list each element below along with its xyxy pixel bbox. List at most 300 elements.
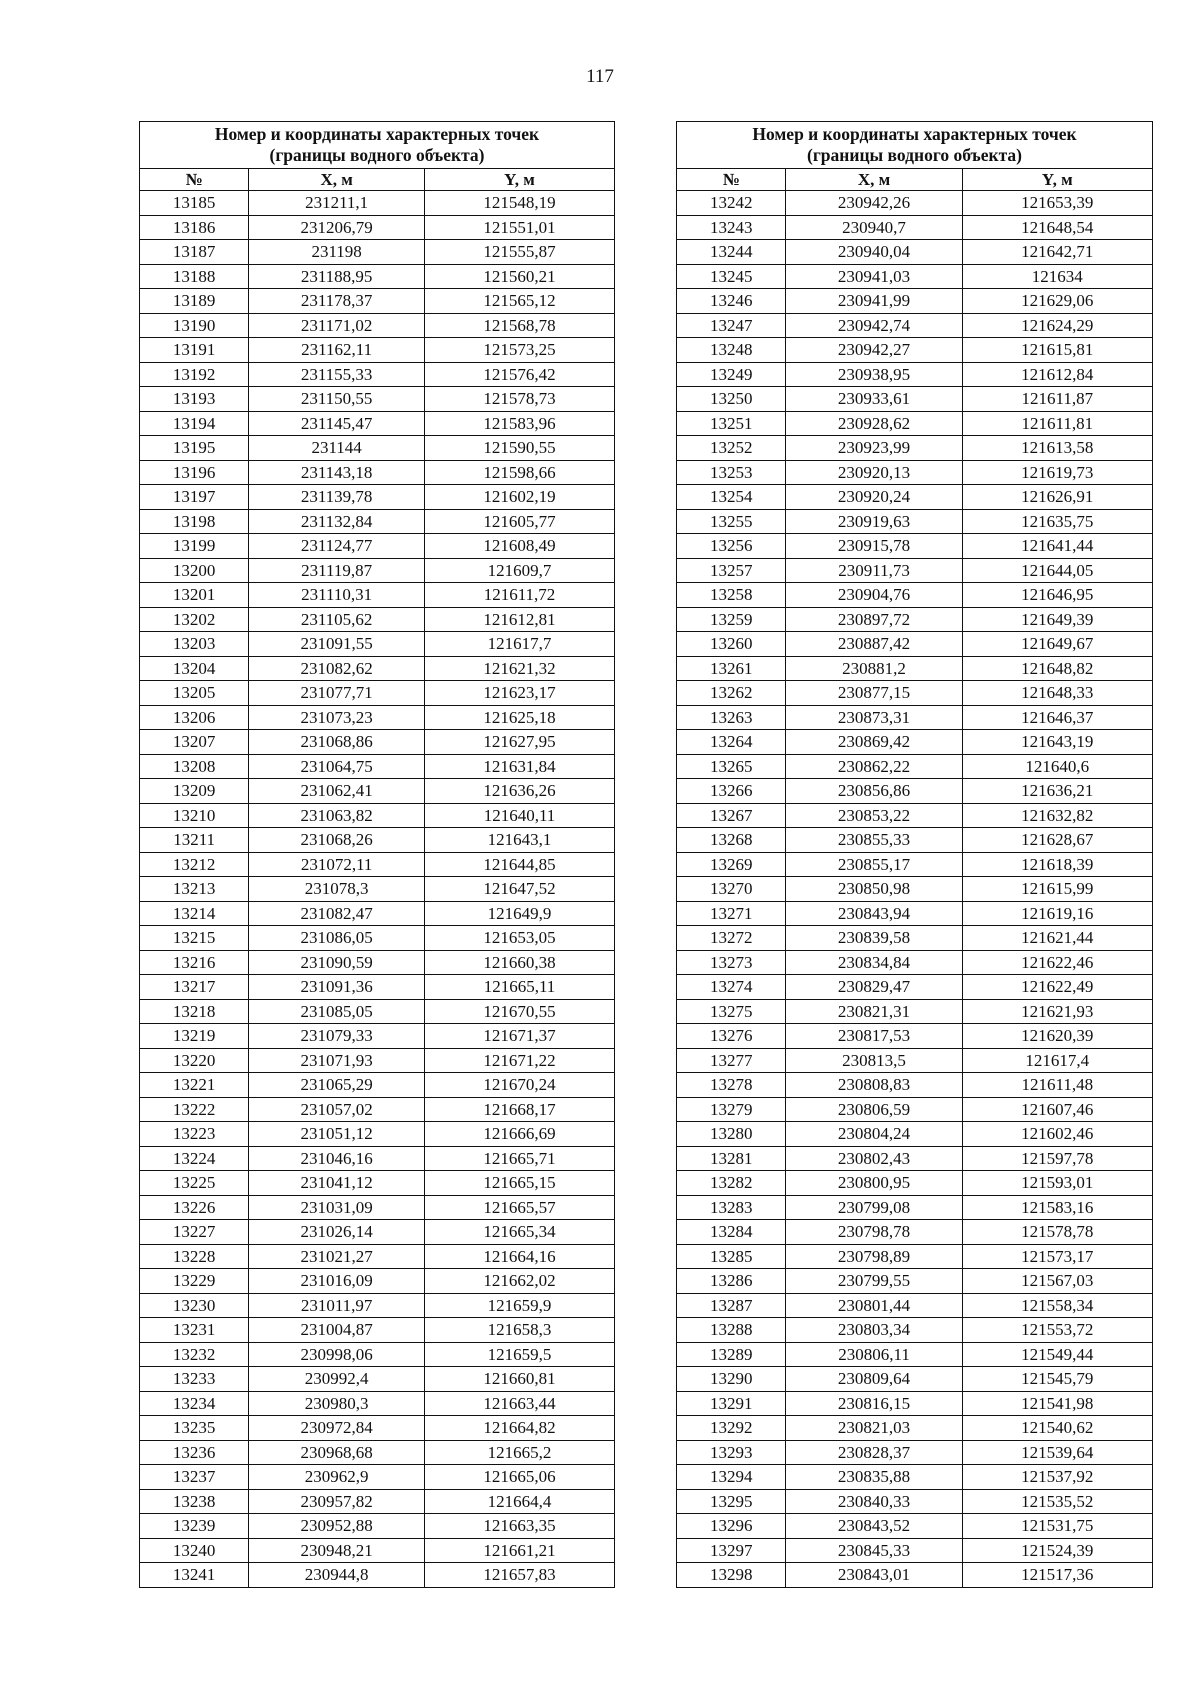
x-coordinate-cell: 231004,87 [249,1318,425,1343]
x-coordinate-cell: 230942,26 [786,191,962,216]
table-row [140,1318,615,1343]
x-coordinate-cell: 230941,03 [786,264,962,289]
point-number-cell: 13197 [140,485,249,510]
y-coordinate-cell: 121631,84 [425,754,615,779]
x-coordinate-cell: 230802,43 [786,1146,962,1171]
x-coordinate-cell: 231064,75 [249,754,425,779]
table-row [677,460,1153,485]
x-coordinate-cell: 231139,78 [249,485,425,510]
point-number-cell: 13249 [677,362,786,387]
point-number-cell: 13199 [140,534,249,559]
y-coordinate-cell: 121649,9 [425,901,615,926]
point-number-cell: 13282 [677,1171,786,1196]
point-number-cell: 13201 [140,583,249,608]
x-coordinate-cell: 230920,24 [786,485,962,510]
point-number-cell: 13275 [677,999,786,1024]
x-coordinate-cell: 231026,14 [249,1220,425,1245]
y-coordinate-cell: 121540,62 [962,1416,1152,1441]
point-number-cell: 13204 [140,656,249,681]
x-coordinate-cell: 231150,55 [249,387,425,412]
point-number-cell: 13272 [677,926,786,951]
table-row [677,289,1153,314]
x-coordinate-cell: 231071,93 [249,1048,425,1073]
x-coordinate-cell: 230809,64 [786,1367,962,1392]
y-coordinate-cell: 121636,26 [425,779,615,804]
x-coordinate-cell: 230980,3 [249,1391,425,1416]
y-coordinate-cell: 121590,55 [425,436,615,461]
x-coordinate-cell: 230845,33 [786,1538,962,1563]
table-row [140,656,615,681]
x-coordinate-cell: 230897,72 [786,607,962,632]
y-coordinate-cell: 121665,34 [425,1220,615,1245]
y-coordinate-cell: 121583,96 [425,411,615,436]
x-coordinate-cell: 230992,4 [249,1367,425,1392]
x-coordinate-cell: 231110,31 [249,583,425,608]
x-coordinate-cell: 230816,15 [786,1391,962,1416]
table-row [677,1195,1153,1220]
x-coordinate-cell: 231072,11 [249,852,425,877]
point-number-cell: 13255 [677,509,786,534]
y-coordinate-cell: 121621,32 [425,656,615,681]
column-header-number: № [140,169,249,191]
point-number-cell: 13276 [677,1024,786,1049]
point-number-cell: 13238 [140,1489,249,1514]
x-coordinate-cell: 230855,33 [786,828,962,853]
point-number-cell: 13263 [677,705,786,730]
x-coordinate-cell: 231041,12 [249,1171,425,1196]
y-coordinate-cell: 121578,73 [425,387,615,412]
table-row [140,926,615,951]
table-row [677,1367,1153,1392]
point-number-cell: 13258 [677,583,786,608]
table-row [140,607,615,632]
point-number-cell: 13240 [140,1538,249,1563]
x-coordinate-cell: 231171,02 [249,313,425,338]
y-coordinate-cell: 121619,16 [962,901,1152,926]
table-row [140,779,615,804]
point-number-cell: 13285 [677,1244,786,1269]
x-coordinate-cell: 230919,63 [786,509,962,534]
table-row [677,656,1153,681]
point-number-cell: 13281 [677,1146,786,1171]
x-coordinate-cell: 231046,16 [249,1146,425,1171]
y-coordinate-cell: 121612,81 [425,607,615,632]
x-coordinate-cell: 230843,01 [786,1563,962,1588]
x-coordinate-cell: 230873,31 [786,705,962,730]
point-number-cell: 13228 [140,1244,249,1269]
y-coordinate-cell: 121602,19 [425,485,615,510]
y-coordinate-cell: 121666,69 [425,1122,615,1147]
x-coordinate-cell: 231086,05 [249,926,425,951]
x-coordinate-cell: 231068,86 [249,730,425,755]
x-coordinate-cell: 230968,68 [249,1440,425,1465]
table-row [140,730,615,755]
point-number-cell: 13215 [140,926,249,951]
point-number-cell: 13207 [140,730,249,755]
point-number-cell: 13218 [140,999,249,1024]
table-title-line2: (границы водного объекта) [269,145,485,165]
table-row [140,1244,615,1269]
table-title-line1: Номер и координаты характерных точек [214,124,540,144]
x-coordinate-cell: 230806,11 [786,1342,962,1367]
point-number-cell: 13194 [140,411,249,436]
x-coordinate-cell: 231021,27 [249,1244,425,1269]
table-row [140,1440,615,1465]
table-row [140,754,615,779]
x-coordinate-cell: 230840,33 [786,1489,962,1514]
y-coordinate-cell: 121648,82 [962,656,1152,681]
table-row [140,509,615,534]
table-row [677,191,1153,216]
point-number-cell: 13283 [677,1195,786,1220]
y-coordinate-cell: 121653,05 [425,926,615,951]
point-number-cell: 13279 [677,1097,786,1122]
x-coordinate-cell: 231119,87 [249,558,425,583]
table-row [677,387,1153,412]
table-row [140,215,615,240]
x-coordinate-cell: 230813,5 [786,1048,962,1073]
y-coordinate-cell: 121560,21 [425,264,615,289]
y-coordinate-cell: 121535,52 [962,1489,1152,1514]
table-row [140,240,615,265]
y-coordinate-cell: 121665,57 [425,1195,615,1220]
point-number-cell: 13223 [140,1122,249,1147]
y-coordinate-cell: 121663,44 [425,1391,615,1416]
y-coordinate-cell: 121618,39 [962,852,1152,877]
table-row [677,1244,1153,1269]
x-coordinate-cell: 230799,55 [786,1269,962,1294]
point-number-cell: 13235 [140,1416,249,1441]
point-number-cell: 13264 [677,730,786,755]
y-coordinate-cell: 121617,4 [962,1048,1152,1073]
point-number-cell: 13229 [140,1269,249,1294]
table-row [140,313,615,338]
table-row [140,1048,615,1073]
point-number-cell: 13288 [677,1318,786,1343]
table-row [677,583,1153,608]
table-row [677,558,1153,583]
y-coordinate-cell: 121578,78 [962,1220,1152,1245]
y-coordinate-cell: 121670,55 [425,999,615,1024]
coordinates-table-left [139,121,615,1588]
point-number-cell: 13236 [140,1440,249,1465]
table-row [677,828,1153,853]
point-number-cell: 13261 [677,656,786,681]
point-number-cell: 13253 [677,460,786,485]
point-number-cell: 13294 [677,1465,786,1490]
table-row [677,1440,1153,1465]
x-coordinate-cell: 230798,89 [786,1244,962,1269]
point-number-cell: 13187 [140,240,249,265]
y-coordinate-cell: 121640,11 [425,803,615,828]
x-coordinate-cell: 230821,31 [786,999,962,1024]
point-number-cell: 13217 [140,975,249,1000]
y-coordinate-cell: 121663,35 [425,1514,615,1539]
table-row [140,1220,615,1245]
y-coordinate-cell: 121568,78 [425,313,615,338]
x-coordinate-cell: 230829,47 [786,975,962,1000]
table-row [677,485,1153,510]
table-row [140,1342,615,1367]
y-coordinate-cell: 121634 [962,264,1152,289]
point-number-cell: 13242 [677,191,786,216]
table-body [140,191,615,1588]
x-coordinate-cell: 231063,82 [249,803,425,828]
point-number-cell: 13274 [677,975,786,1000]
point-number-cell: 13277 [677,1048,786,1073]
table-row [140,852,615,877]
table-title-line1: Номер и координаты характерных точек [752,124,1077,144]
table-row [677,215,1153,240]
y-coordinate-cell: 121615,99 [962,877,1152,902]
y-coordinate-cell: 121541,98 [962,1391,1152,1416]
x-coordinate-cell: 231062,41 [249,779,425,804]
y-coordinate-cell: 121549,44 [962,1342,1152,1367]
table-row [140,1024,615,1049]
point-number-cell: 13266 [677,779,786,804]
y-coordinate-cell: 121624,29 [962,313,1152,338]
point-number-cell: 13209 [140,779,249,804]
table-row [677,754,1153,779]
x-coordinate-cell: 230856,86 [786,779,962,804]
y-coordinate-cell: 121647,52 [425,877,615,902]
y-coordinate-cell: 121539,64 [962,1440,1152,1465]
point-number-cell: 13269 [677,852,786,877]
x-coordinate-cell: 231155,33 [249,362,425,387]
y-coordinate-cell: 121565,12 [425,289,615,314]
x-coordinate-cell: 230853,22 [786,803,962,828]
point-number-cell: 13250 [677,387,786,412]
point-number-cell: 13265 [677,754,786,779]
point-number-cell: 13230 [140,1293,249,1318]
y-coordinate-cell: 121605,77 [425,509,615,534]
table-row [140,338,615,363]
y-coordinate-cell: 121665,06 [425,1465,615,1490]
y-coordinate-cell: 121660,81 [425,1367,615,1392]
x-coordinate-cell: 230944,8 [249,1563,425,1588]
y-coordinate-cell: 121545,79 [962,1367,1152,1392]
x-coordinate-cell: 231198 [249,240,425,265]
point-number-cell: 13231 [140,1318,249,1343]
x-coordinate-cell: 231206,79 [249,215,425,240]
x-coordinate-cell: 231145,47 [249,411,425,436]
table-row [140,1465,615,1490]
y-coordinate-cell: 121611,48 [962,1073,1152,1098]
y-coordinate-cell: 121653,39 [962,191,1152,216]
table-row [140,289,615,314]
table-row [677,240,1153,265]
point-number-cell: 13289 [677,1342,786,1367]
table-row [140,1367,615,1392]
table-row [140,705,615,730]
table-row [677,1269,1153,1294]
point-number-cell: 13224 [140,1146,249,1171]
y-coordinate-cell: 121665,2 [425,1440,615,1465]
table-row [140,1293,615,1318]
point-number-cell: 13206 [140,705,249,730]
point-number-cell: 13237 [140,1465,249,1490]
y-coordinate-cell: 121524,39 [962,1538,1152,1563]
y-coordinate-cell: 121611,72 [425,583,615,608]
point-number-cell: 13185 [140,191,249,216]
table-row [140,362,615,387]
point-number-cell: 13293 [677,1440,786,1465]
x-coordinate-cell: 230957,82 [249,1489,425,1514]
table-row [677,411,1153,436]
y-coordinate-cell: 121617,7 [425,632,615,657]
point-number-cell: 13210 [140,803,249,828]
table-row [140,436,615,461]
y-coordinate-cell: 121664,82 [425,1416,615,1441]
x-coordinate-cell: 230800,95 [786,1171,962,1196]
table-row [677,338,1153,363]
table-row [140,191,615,216]
point-number-cell: 13219 [140,1024,249,1049]
y-coordinate-cell: 121629,06 [962,289,1152,314]
table-row [140,485,615,510]
point-number-cell: 13211 [140,828,249,853]
point-number-cell: 13188 [140,264,249,289]
x-coordinate-cell: 230941,99 [786,289,962,314]
point-number-cell: 13248 [677,338,786,363]
y-coordinate-cell: 121671,37 [425,1024,615,1049]
y-coordinate-cell: 121615,81 [962,338,1152,363]
x-coordinate-cell: 230817,53 [786,1024,962,1049]
table-row [140,632,615,657]
point-number-cell: 13254 [677,485,786,510]
y-coordinate-cell: 121613,58 [962,436,1152,461]
table-row [677,779,1153,804]
x-coordinate-cell: 231016,09 [249,1269,425,1294]
y-coordinate-cell: 121622,46 [962,950,1152,975]
table-row [140,1122,615,1147]
point-number-cell: 13241 [140,1563,249,1588]
point-number-cell: 13222 [140,1097,249,1122]
y-coordinate-cell: 121548,19 [425,191,615,216]
table-row [140,1195,615,1220]
table-title [140,122,615,169]
table-row [677,950,1153,975]
x-coordinate-cell: 230862,22 [786,754,962,779]
x-coordinate-cell: 230843,94 [786,901,962,926]
table-row [677,901,1153,926]
point-number-cell: 13259 [677,607,786,632]
table-row [140,1538,615,1563]
y-coordinate-cell: 121619,73 [962,460,1152,485]
y-coordinate-cell: 121611,81 [962,411,1152,436]
x-coordinate-cell: 231011,97 [249,1293,425,1318]
point-number-cell: 13245 [677,264,786,289]
x-coordinate-cell: 230843,52 [786,1514,962,1539]
point-number-cell: 13280 [677,1122,786,1147]
x-coordinate-cell: 230869,42 [786,730,962,755]
x-coordinate-cell: 231051,12 [249,1122,425,1147]
x-coordinate-cell: 231065,29 [249,1073,425,1098]
y-coordinate-cell: 121657,83 [425,1563,615,1588]
table-row [140,1269,615,1294]
table-row [140,877,615,902]
x-coordinate-cell: 231057,02 [249,1097,425,1122]
y-coordinate-cell: 121611,87 [962,387,1152,412]
y-coordinate-cell: 121664,16 [425,1244,615,1269]
y-coordinate-cell: 121551,01 [425,215,615,240]
x-coordinate-cell: 231077,71 [249,681,425,706]
point-number-cell: 13189 [140,289,249,314]
x-coordinate-cell: 230942,74 [786,313,962,338]
point-number-cell: 13220 [140,1048,249,1073]
point-number-cell: 13196 [140,460,249,485]
table-row [677,1538,1153,1563]
point-number-cell: 13287 [677,1293,786,1318]
table-row [140,534,615,559]
x-coordinate-cell: 231082,47 [249,901,425,926]
table-row [677,1171,1153,1196]
y-coordinate-cell: 121612,84 [962,362,1152,387]
point-number-cell: 13252 [677,436,786,461]
table-row [677,436,1153,461]
table-row [677,1122,1153,1147]
point-number-cell: 13226 [140,1195,249,1220]
x-coordinate-cell: 230933,61 [786,387,962,412]
table-row [140,681,615,706]
x-coordinate-cell: 230881,2 [786,656,962,681]
point-number-cell: 13243 [677,215,786,240]
table-row [677,1391,1153,1416]
x-coordinate-cell: 231144 [249,436,425,461]
table-row [677,1489,1153,1514]
x-coordinate-cell: 230938,95 [786,362,962,387]
x-coordinate-cell: 230799,08 [786,1195,962,1220]
y-coordinate-cell: 121627,95 [425,730,615,755]
point-number-cell: 13192 [140,362,249,387]
point-number-cell: 13198 [140,509,249,534]
x-coordinate-cell: 230834,84 [786,950,962,975]
table-row [677,926,1153,951]
x-coordinate-cell: 231091,36 [249,975,425,1000]
y-coordinate-cell: 121553,72 [962,1318,1152,1343]
point-number-cell: 13246 [677,289,786,314]
y-coordinate-cell: 121625,18 [425,705,615,730]
table-row [140,999,615,1024]
y-coordinate-cell: 121576,42 [425,362,615,387]
table-row [677,313,1153,338]
table-row [677,509,1153,534]
x-coordinate-cell: 230942,27 [786,338,962,363]
table-row [140,1514,615,1539]
table-row [677,877,1153,902]
table-title-line2: (границы водного объекта) [807,145,1022,165]
y-coordinate-cell: 121649,67 [962,632,1152,657]
y-coordinate-cell: 121665,11 [425,975,615,1000]
point-number-cell: 13233 [140,1367,249,1392]
x-coordinate-cell: 230998,06 [249,1342,425,1367]
point-number-cell: 13214 [140,901,249,926]
y-coordinate-cell: 121664,4 [425,1489,615,1514]
y-coordinate-cell: 121537,92 [962,1465,1152,1490]
point-number-cell: 13271 [677,901,786,926]
x-coordinate-cell: 230962,9 [249,1465,425,1490]
x-coordinate-cell: 230803,34 [786,1318,962,1343]
table-row [677,681,1153,706]
x-coordinate-cell: 230798,78 [786,1220,962,1245]
point-number-cell: 13239 [140,1514,249,1539]
table-row [677,1514,1153,1539]
y-coordinate-cell: 121644,05 [962,558,1152,583]
y-coordinate-cell: 121573,17 [962,1244,1152,1269]
x-coordinate-cell: 230850,98 [786,877,962,902]
y-coordinate-cell: 121608,49 [425,534,615,559]
point-number-cell: 13244 [677,240,786,265]
